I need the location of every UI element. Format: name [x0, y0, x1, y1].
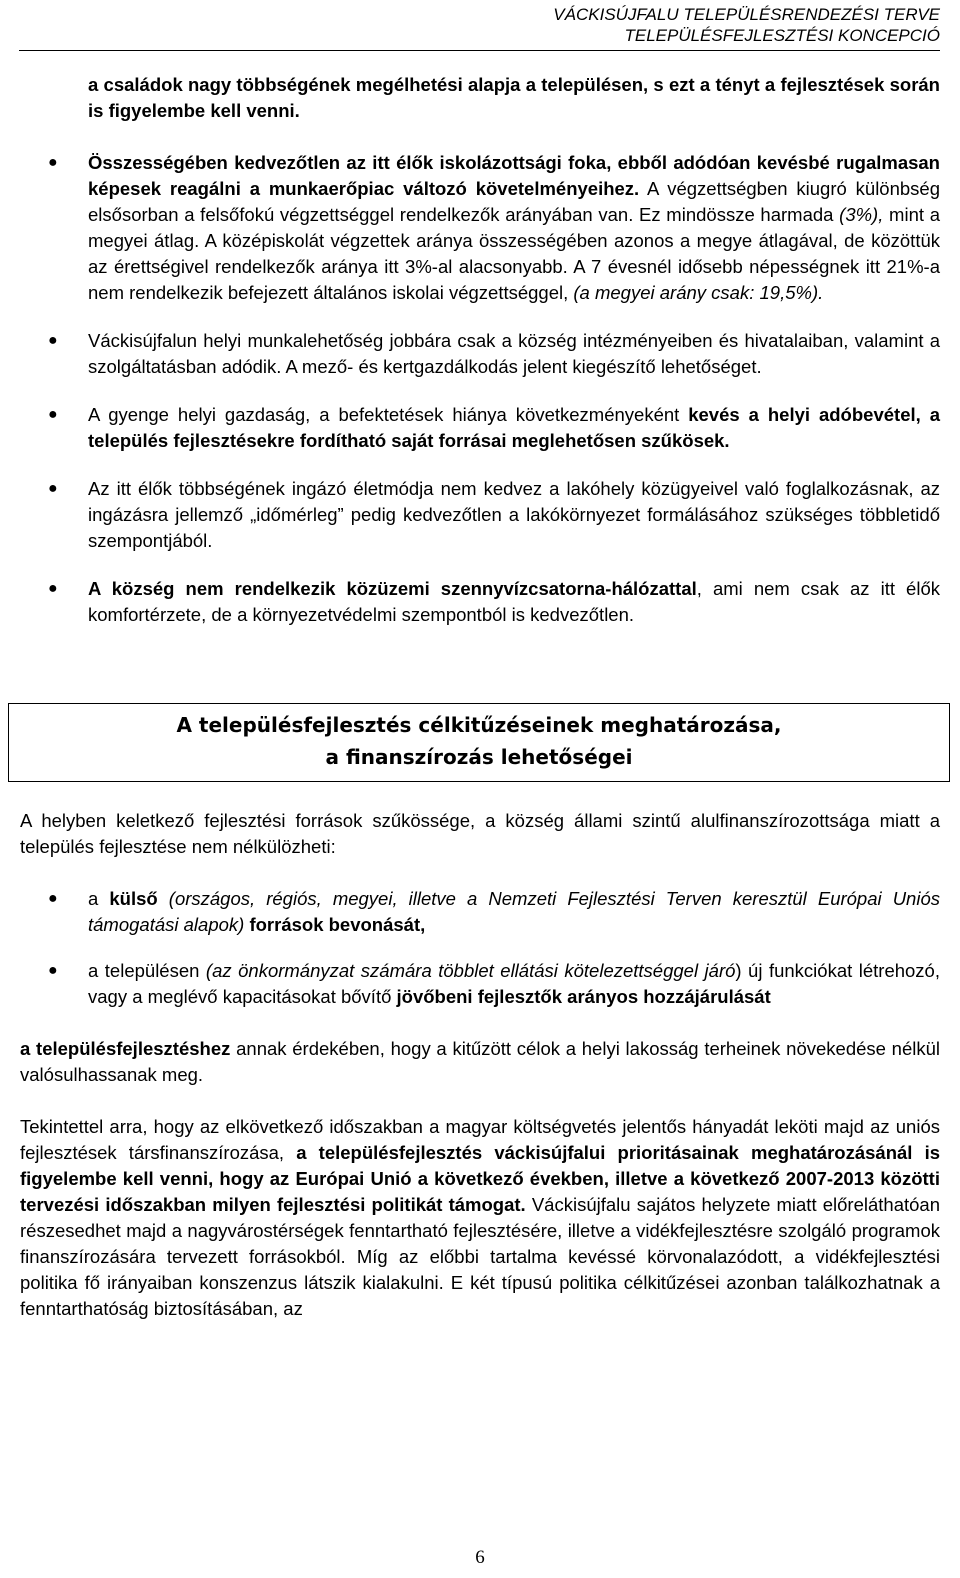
list-item — [20, 402, 940, 454]
text-span: Váckisújfalu sajátos helyzete miatt előreláthatóan részesedhet majd a nagyvárostérségek fenntartható fejlesztésére, illetve a vidékfejlesztésre szolgáló programok finanszírozására tervezett forrásokból. Míg az előbbi tartalma kevéssé körvonalazódott, a vidékfejlesztési politika fő irányaiban konszenzus látszik kialakulni. E két típusú politika célkitűzései azonban találkozhatnak a fenntarthatóság biztosításában, az — [20, 1194, 940, 1319]
list-item — [20, 886, 940, 938]
text-span: Összességében kedvezőtlen az itt élők iskolázottsági foka, ebből adódóan kevésbé rugalmasan képesek reagálni a munkaerőpiac változó követelményeihez. — [88, 152, 940, 199]
list-item — [20, 328, 940, 380]
bullet-icon: ● — [48, 580, 58, 597]
text-span: Váckisújfalun helyi munkalehetőség jobbára csak a község intézményeiben és hivatalaiban, valamint a szolgáltatásban adódik. A mező- és kertgazdálkodás jelent kiegészítő lehetőséget. — [88, 330, 940, 377]
bullet-icon: ● — [48, 332, 58, 349]
bullet-icon: ● — [48, 406, 58, 423]
header-title: VÁCKISÚJFALU TELEPÜLÉSRENDEZÉSI TERVE — [553, 5, 940, 24]
text-span: Az itt élők többségének ingázó életmódja nem kedvez a lakóhely közügyeivel való foglalkozásnak, az ingázásra jellemző „időmérleg” pedig kedvezőtlen a lakókörnyezet formálásához szükséges többletidő szempontjából. — [88, 478, 940, 551]
text-span: , ami nem csak az itt élők komfortérzete, de a környezetvédelmi szempontból is kedvezőtlen. — [88, 578, 940, 625]
intro-paragraph: a családok nagy többségének megélhetési alapja a településen, s ezt a tényt a fejlesztések során is figyelembe kell venni. — [88, 74, 940, 121]
bullet-icon: ● — [48, 154, 58, 171]
text-span: a településfejlesztéshez — [20, 1038, 231, 1059]
text-span: források bevonását, — [244, 914, 426, 935]
list-item — [20, 576, 940, 628]
section-title-line-2: a finanszírozás lehetőségei — [325, 745, 633, 769]
bullet-list-1 — [20, 150, 940, 628]
text-span: a településfejlesztés váckisújfalui prioritásainak meghatározásánál is figyelembe kell venni, hogy az Európai Unió a következő években, illetve a következő 2007-2013 közötti tervezési időszakban milyen fejlesztési politikát támogat. — [20, 1142, 941, 1215]
text-span: ) új funkciókat létrehozó, vagy a meglévő kapacitásokat bővítő — [88, 960, 940, 1007]
section-title-line-1: A településfejlesztés célkitűzéseinek meghatározása, — [176, 713, 782, 737]
header-divider — [19, 50, 940, 51]
text-span: A végzettségben kiugró különbség elsősorban a felsőfokú végzettséggel rendelkezők arányában van. Ez mindössze harmada — [88, 178, 940, 225]
text-span: Tekintettel arra, hogy az elkövetkező időszakban a magyar költségvetés jelentős hányadát leköti majd az uniós fejlesztések társfinanszírozása, — [20, 1116, 940, 1163]
paragraph-3 — [20, 1114, 940, 1322]
section-heading-box — [8, 703, 950, 782]
paragraph-1: A helyben keletkező fejlesztési források szűkössége, a község állami szintű alulfinanszírozottsága miatt a település fejlesztése nem nélkülözheti: — [20, 810, 940, 857]
page-header — [553, 4, 940, 46]
page-number: 6 — [475, 1547, 485, 1568]
bullet-icon: ● — [48, 962, 58, 979]
text-span: (3%), — [839, 204, 884, 225]
text-span: a — [88, 888, 110, 909]
bullet-list-2 — [20, 886, 940, 1010]
text-span: (a megyei arány csak: 19,5%). — [573, 282, 824, 303]
bullet-icon: ● — [48, 480, 58, 497]
text-span: jövőbeni fejlesztők arányos hozzájárulását — [396, 986, 771, 1007]
text-span: A község nem rendelkezik közüzemi szennyvízcsatorna-hálózattal — [88, 578, 697, 599]
text-span: annak érdekében, hogy a kitűzött célok a helyi lakosság terheinek növekedése nélkül valósulhassanak meg. — [20, 1038, 941, 1085]
text-span: kevés a helyi adóbevétel, a település fejlesztésekre fordítható saját forrásai meglehetősen szűkösek. — [88, 404, 940, 451]
text-span: mint a megyei átlag. A középiskolát végzettek aránya összességében azonos a megye átlagával, de közöttük az érettségivel rendelkezők aránya itt 3%-al alacsonyabb. A 7 évesnél idősebb népességnek itt 21%-a nem rendelkezik befejezett általános iskolai végzettséggel, — [88, 204, 940, 303]
list-item — [20, 476, 940, 554]
header-subtitle: TELEPÜLÉSFEJLESZTÉSI KONCEPCIÓ — [624, 26, 940, 45]
list-item — [20, 150, 940, 306]
text-span: A gyenge helyi gazdaság, a befektetések hiánya következményeként — [88, 404, 689, 425]
text-span: külső — [109, 888, 158, 909]
text-span: (országos, régiós, megyei, illetve a Nemzeti Fejlesztési Terven keresztül Európai Uniós támogatási alapok) — [88, 888, 940, 935]
text-span: a településen — [88, 960, 206, 981]
document-body — [20, 72, 940, 1322]
paragraph-2 — [20, 1036, 940, 1088]
text-span: (az önkormányzat számára többlet ellátási kötelezettséggel járó — [205, 960, 736, 981]
bullet-icon: ● — [48, 890, 58, 907]
list-item — [20, 958, 940, 1010]
